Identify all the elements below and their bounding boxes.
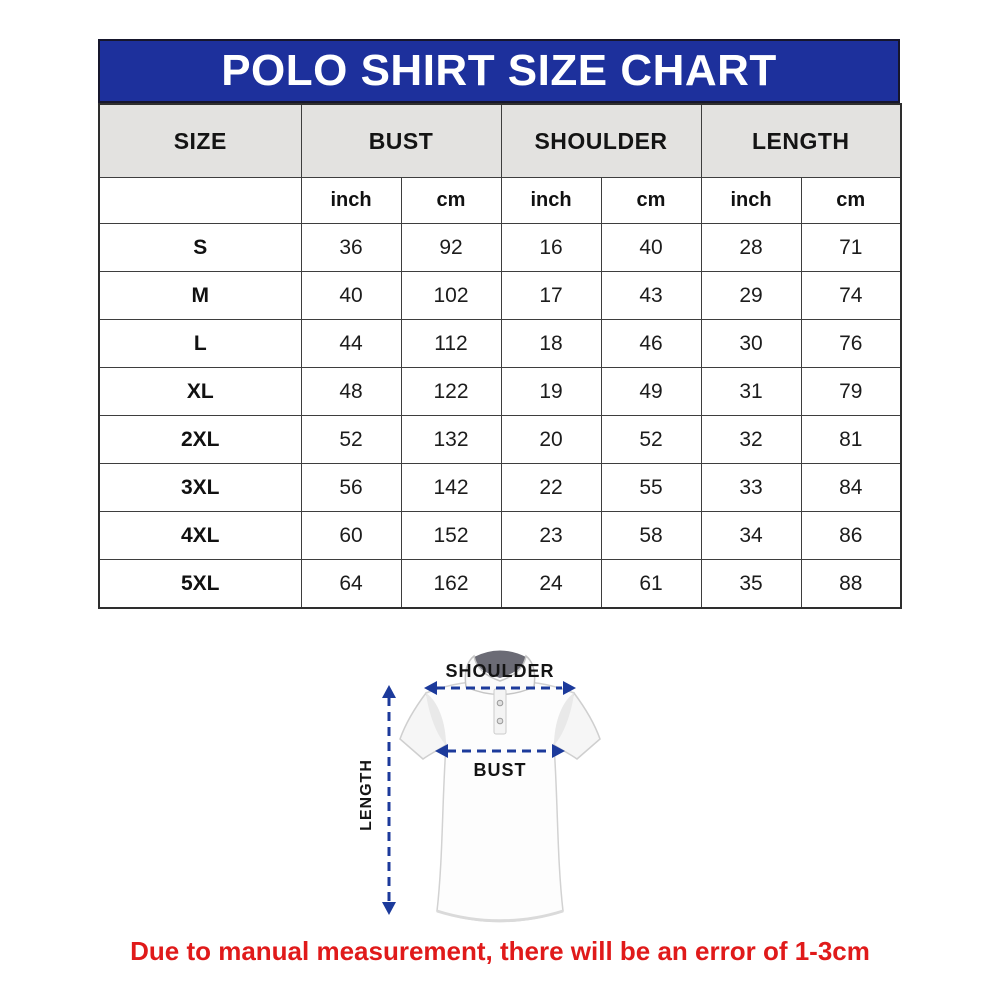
table-row — [99, 512, 901, 560]
shirt-button — [497, 700, 503, 706]
value-cell: 34 — [701, 512, 801, 560]
value-cell: 20 — [501, 416, 601, 464]
value-cell: 92 — [401, 224, 501, 272]
table-row — [99, 224, 901, 272]
chart-title: POLO SHIRT SIZE CHART — [221, 46, 777, 95]
value-cell: 28 — [701, 224, 801, 272]
unit-cell: cm — [601, 178, 701, 224]
value-cell: 40 — [301, 272, 401, 320]
table-row — [99, 464, 901, 512]
unit-cell: cm — [801, 178, 901, 224]
shoulder-measure-label: SHOULDER — [445, 661, 555, 681]
value-cell: 84 — [801, 464, 901, 512]
value-cell: 43 — [601, 272, 701, 320]
value-cell: 32 — [701, 416, 801, 464]
column-header-bust: BUST — [301, 104, 501, 178]
column-header-size: SIZE — [99, 104, 301, 178]
value-cell: 17 — [501, 272, 601, 320]
size-table-body — [99, 224, 901, 609]
size-cell: 5XL — [99, 560, 301, 609]
value-cell: 30 — [701, 320, 801, 368]
value-cell: 56 — [301, 464, 401, 512]
value-cell: 18 — [501, 320, 601, 368]
unit-cell: inch — [501, 178, 601, 224]
value-cell: 162 — [401, 560, 501, 609]
value-cell: 61 — [601, 560, 701, 609]
value-cell: 81 — [801, 416, 901, 464]
column-header-shoulder: SHOULDER — [501, 104, 701, 178]
table-group-header-row — [99, 104, 901, 178]
unit-cell: inch — [701, 178, 801, 224]
value-cell: 49 — [601, 368, 701, 416]
value-cell: 24 — [501, 560, 601, 609]
value-cell: 31 — [701, 368, 801, 416]
table-unit-header-row — [99, 178, 901, 224]
value-cell: 35 — [701, 560, 801, 609]
value-cell: 19 — [501, 368, 601, 416]
unit-cell: cm — [401, 178, 501, 224]
value-cell: 122 — [401, 368, 501, 416]
table-row — [99, 320, 901, 368]
size-cell: L — [99, 320, 301, 368]
value-cell: 74 — [801, 272, 901, 320]
column-header-length: LENGTH — [701, 104, 901, 178]
size-cell: 2XL — [99, 416, 301, 464]
value-cell: 52 — [601, 416, 701, 464]
value-cell: 16 — [501, 224, 601, 272]
shirt-button — [497, 718, 503, 724]
value-cell: 40 — [601, 224, 701, 272]
value-cell: 76 — [801, 320, 901, 368]
value-cell: 48 — [301, 368, 401, 416]
table-row — [99, 368, 901, 416]
length-measure-label: LENGTH — [358, 759, 375, 831]
value-cell: 79 — [801, 368, 901, 416]
value-cell: 52 — [301, 416, 401, 464]
value-cell: 33 — [701, 464, 801, 512]
table-row — [99, 272, 901, 320]
value-cell: 44 — [301, 320, 401, 368]
size-cell: XL — [99, 368, 301, 416]
value-cell: 102 — [401, 272, 501, 320]
size-chart — [98, 39, 900, 609]
value-cell: 58 — [601, 512, 701, 560]
value-cell: 36 — [301, 224, 401, 272]
size-cell: 3XL — [99, 464, 301, 512]
length-arrow — [382, 685, 396, 915]
value-cell: 29 — [701, 272, 801, 320]
unit-cell-empty — [99, 178, 301, 224]
value-cell: 23 — [501, 512, 601, 560]
size-table — [98, 103, 902, 609]
unit-cell: inch — [301, 178, 401, 224]
value-cell: 86 — [801, 512, 901, 560]
value-cell: 64 — [301, 560, 401, 609]
value-cell: 55 — [601, 464, 701, 512]
chart-title-banner — [98, 39, 900, 103]
value-cell: 60 — [301, 512, 401, 560]
bust-measure-label: BUST — [473, 760, 527, 780]
value-cell: 71 — [801, 224, 901, 272]
value-cell: 152 — [401, 512, 501, 560]
table-row — [99, 560, 901, 609]
value-cell: 112 — [401, 320, 501, 368]
measurement-error-note: Due to manual measurement, there will be an error of 1-3cm — [130, 936, 870, 966]
value-cell: 88 — [801, 560, 901, 609]
polo-shirt-diagram — [380, 643, 620, 943]
value-cell: 132 — [401, 416, 501, 464]
size-cell: S — [99, 224, 301, 272]
size-cell: 4XL — [99, 512, 301, 560]
size-cell: M — [99, 272, 301, 320]
table-row — [99, 416, 901, 464]
value-cell: 46 — [601, 320, 701, 368]
value-cell: 142 — [401, 464, 501, 512]
shirt-placket — [494, 689, 506, 734]
value-cell: 22 — [501, 464, 601, 512]
